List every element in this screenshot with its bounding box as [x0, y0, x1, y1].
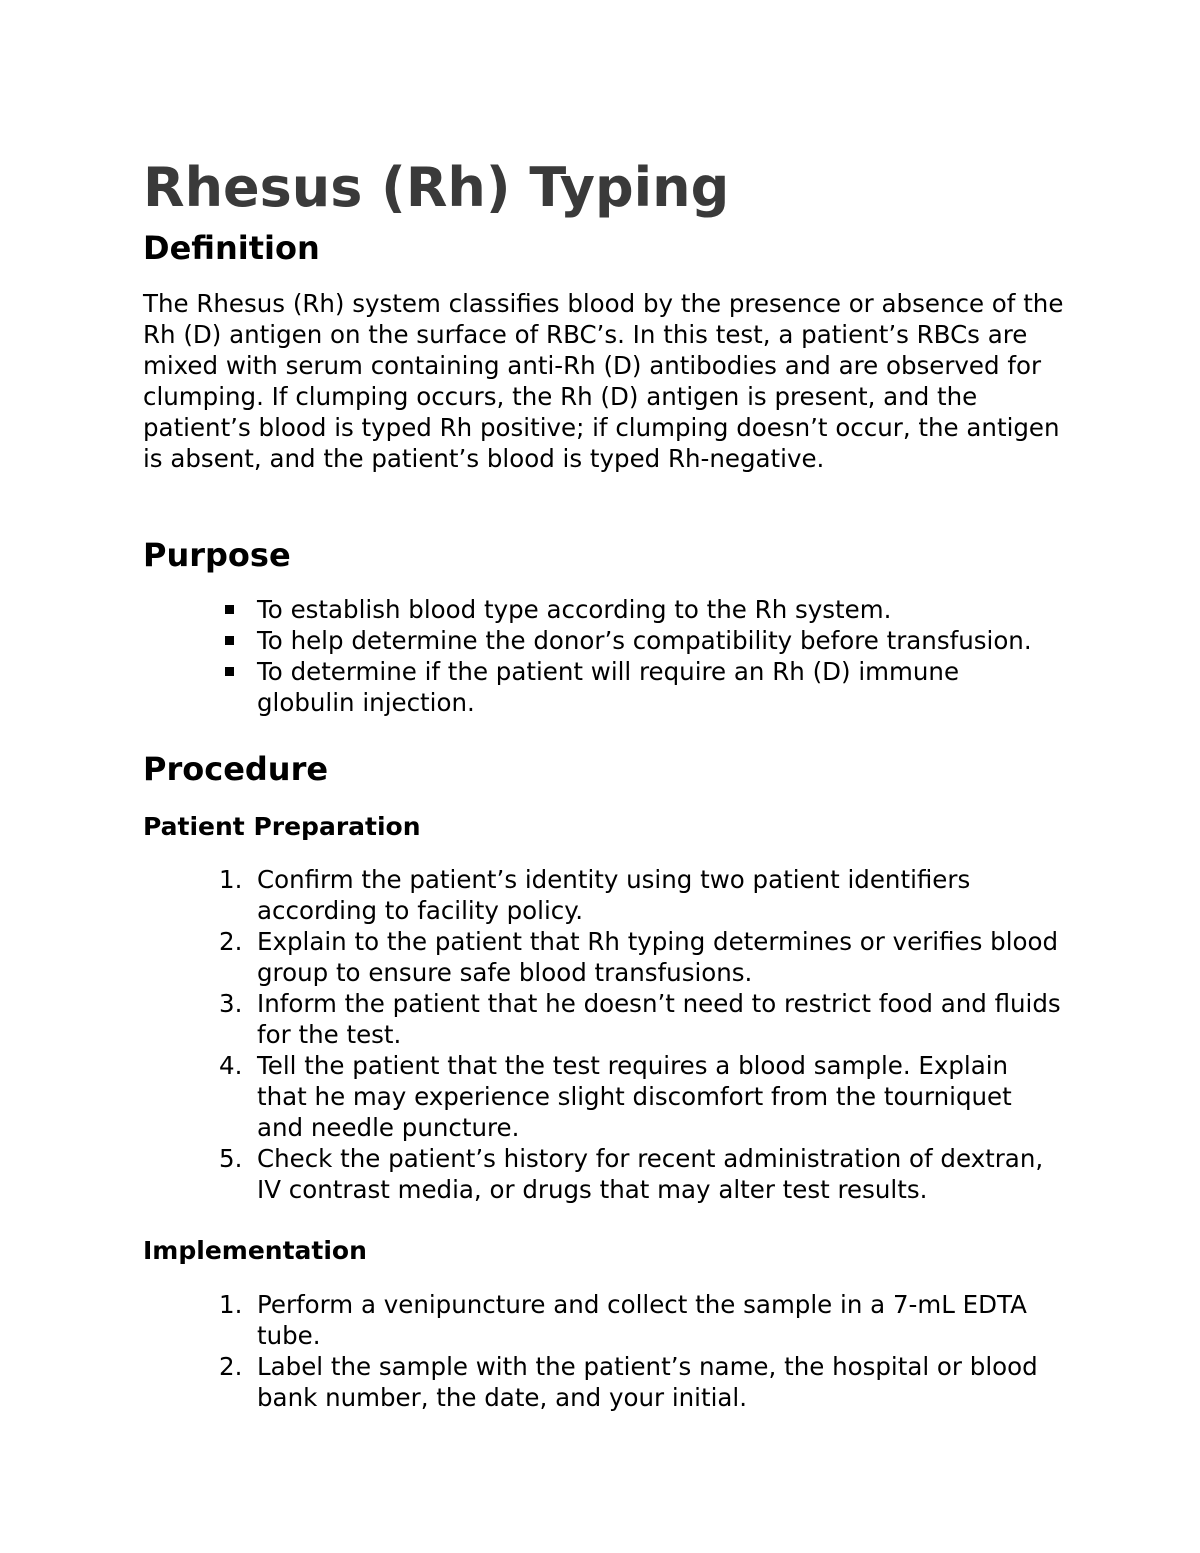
purpose-item-text: To establish blood type according to the Rh system.: [257, 595, 892, 624]
purpose-item-text: To help determine the donor’s compatibility before transfusion.: [257, 626, 1032, 655]
implementation-heading: Implementation: [143, 1236, 367, 1265]
item-number: 2.: [219, 927, 243, 956]
list-item: [143, 926, 1063, 988]
item-number: 2.: [219, 1352, 243, 1381]
square-bullet-icon: [225, 636, 234, 645]
patient-preparation-heading: Patient Preparation: [143, 812, 421, 841]
list-item: [143, 1050, 1063, 1143]
square-bullet-icon: [225, 605, 234, 614]
list-item-text: Inform the patient that he doesn’t need to restrict food and fluids for the test.: [257, 989, 1061, 1049]
list-item: [143, 1289, 1063, 1351]
procedure-heading: Procedure: [143, 750, 329, 788]
list-item: [143, 988, 1063, 1050]
purpose-item: [143, 594, 1063, 625]
list-item-text: Explain to the patient that Rh typing determines or verifies blood group to ensure safe blood transfusions.: [257, 927, 1059, 987]
item-number: 3.: [219, 989, 243, 1018]
list-item: [143, 1143, 1063, 1205]
list-item: [143, 1351, 1063, 1413]
item-number: 4.: [219, 1051, 243, 1080]
item-number: 1.: [219, 1290, 243, 1319]
list-item-text: Tell the patient that the test requires a blood sample. Explain that he may experience slight discomfort from the tourniquet and needle puncture.: [257, 1051, 1012, 1142]
list-item: [143, 864, 1063, 926]
purpose-list: [143, 594, 1063, 718]
list-item-text: Confirm the patient’s identity using two patient identifiers according to facility policy.: [257, 865, 971, 925]
square-bullet-icon: [225, 667, 234, 676]
definition-paragraph: The Rhesus (Rh) system classifies blood by the presence or absence of the Rh (D) antigen on the surface of RBC’s. In this test, a patient’s RBCs are mixed with serum containing anti-Rh (D) antibodies and are observed for clumping. If clumping occurs, the Rh (D) antigen is present, and the patient’s blood is typed Rh positive; if clumping doesn’t occur, the antigen is absent, and the patient’s blood is typed Rh-negative.: [143, 289, 1064, 473]
item-number: 1.: [219, 865, 243, 894]
purpose-heading: Purpose: [143, 536, 291, 574]
list-item-text: Perform a venipuncture and collect the sample in a 7-mL EDTA tube.: [257, 1290, 1027, 1350]
item-number: 5.: [219, 1144, 243, 1173]
patient-preparation-list: [143, 864, 1063, 1205]
implementation-list: [143, 1289, 1063, 1413]
list-item-text: Label the sample with the patient’s name, the hospital or blood bank number, the date, and your initial.: [257, 1352, 1038, 1412]
purpose-item-text: To determine if the patient will require an Rh (D) immune globulin injection.: [257, 657, 960, 717]
definition-heading: Definition: [143, 229, 320, 267]
document-title: Rhesus (Rh) Typing: [143, 156, 730, 219]
purpose-item: [143, 625, 1063, 656]
list-item-text: Check the patient’s history for recent administration of dextran, IV contrast media, or drugs that may alter test results.: [257, 1144, 1044, 1204]
purpose-item: [143, 656, 1063, 718]
